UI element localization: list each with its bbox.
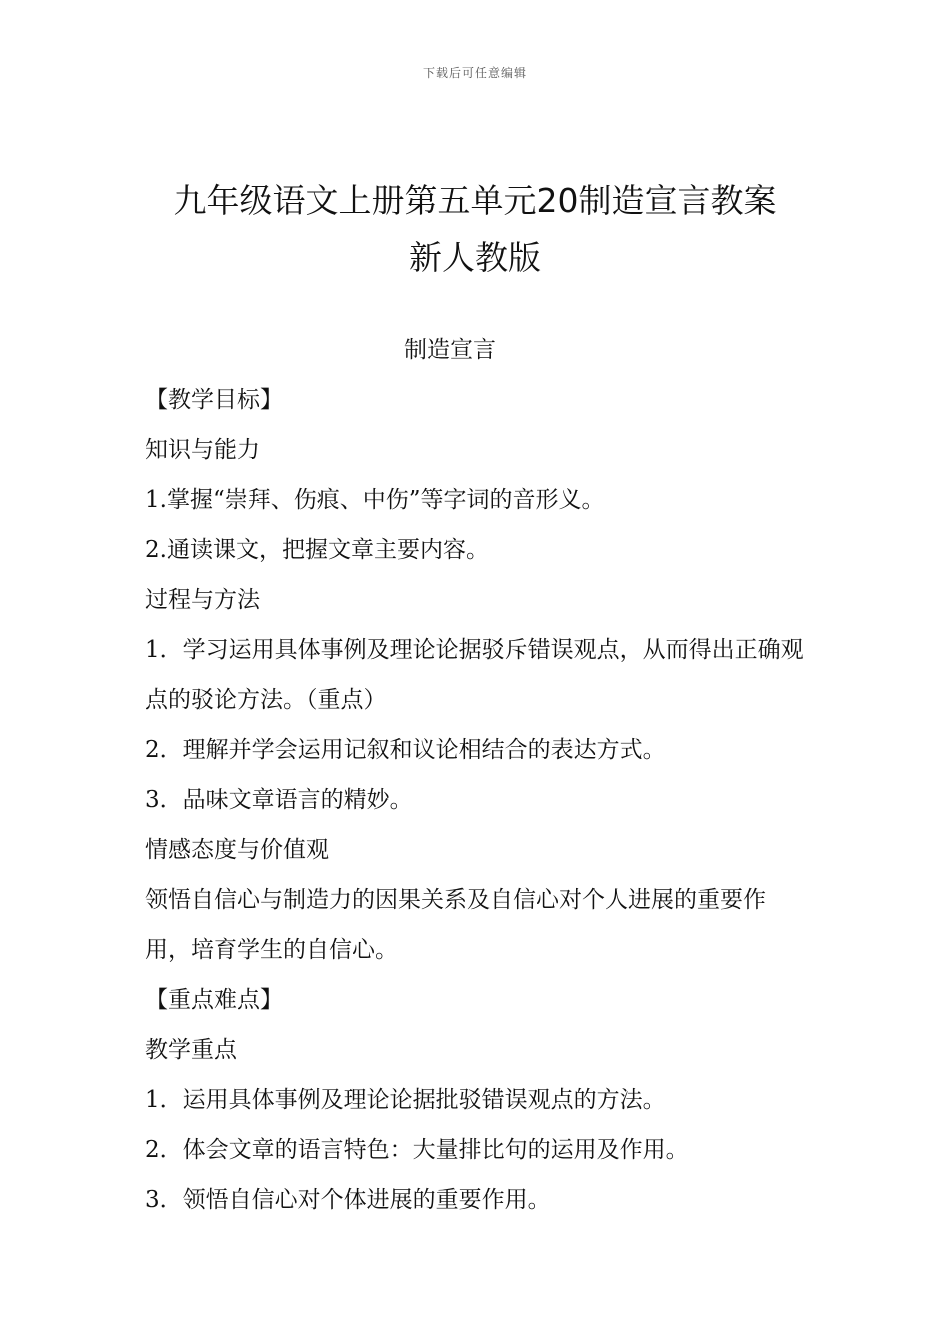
document-body: [145, 325, 825, 1225]
process-item: 3．品味文章语言的精妙。: [145, 787, 413, 813]
document-title-line-2: 新人教版: [409, 238, 541, 277]
focus-item: 2．体会文章的语言特色：大量排比句的运用及作用。: [145, 1137, 689, 1163]
knowledge-item: 2.通读课文，把握文章主要内容。: [145, 537, 489, 563]
document-title: [100, 172, 850, 286]
attitude-text: 领悟自信心与制造力的因果关系及自信心对个人进展的重要作用，培育学生的自信心。: [145, 887, 766, 963]
lesson-title: 制造宣言: [404, 337, 496, 363]
process-heading: 过程与方法: [145, 587, 260, 613]
knowledge-heading: 知识与能力: [145, 437, 260, 463]
header-note: 下载后可任意编辑: [422, 66, 527, 80]
document-title-line-1: 九年级语文上册第五单元20制造宣言教案: [173, 181, 777, 220]
process-item: 1．学习运用具体事例及理论论据驳斥错误观点，从而得出正确观点的驳论方法。（重点）: [145, 637, 804, 713]
teaching-focus-heading: 教学重点: [145, 1037, 237, 1063]
keypoints-heading: 【重点难点】: [145, 987, 283, 1013]
attitude-heading: 情感态度与价值观: [145, 837, 329, 863]
focus-item: 1．运用具体事例及理论论据批驳错误观点的方法。: [145, 1087, 666, 1113]
focus-item: 3．领悟自信心对个体进展的重要作用。: [145, 1187, 551, 1213]
objectives-heading: 【教学目标】: [145, 387, 283, 413]
process-item: 2．理解并学会运用记叙和议论相结合的表达方式。: [145, 737, 666, 763]
knowledge-item: 1.掌握“崇拜、伤痕、中伤”等字词的音形义。: [145, 487, 605, 513]
